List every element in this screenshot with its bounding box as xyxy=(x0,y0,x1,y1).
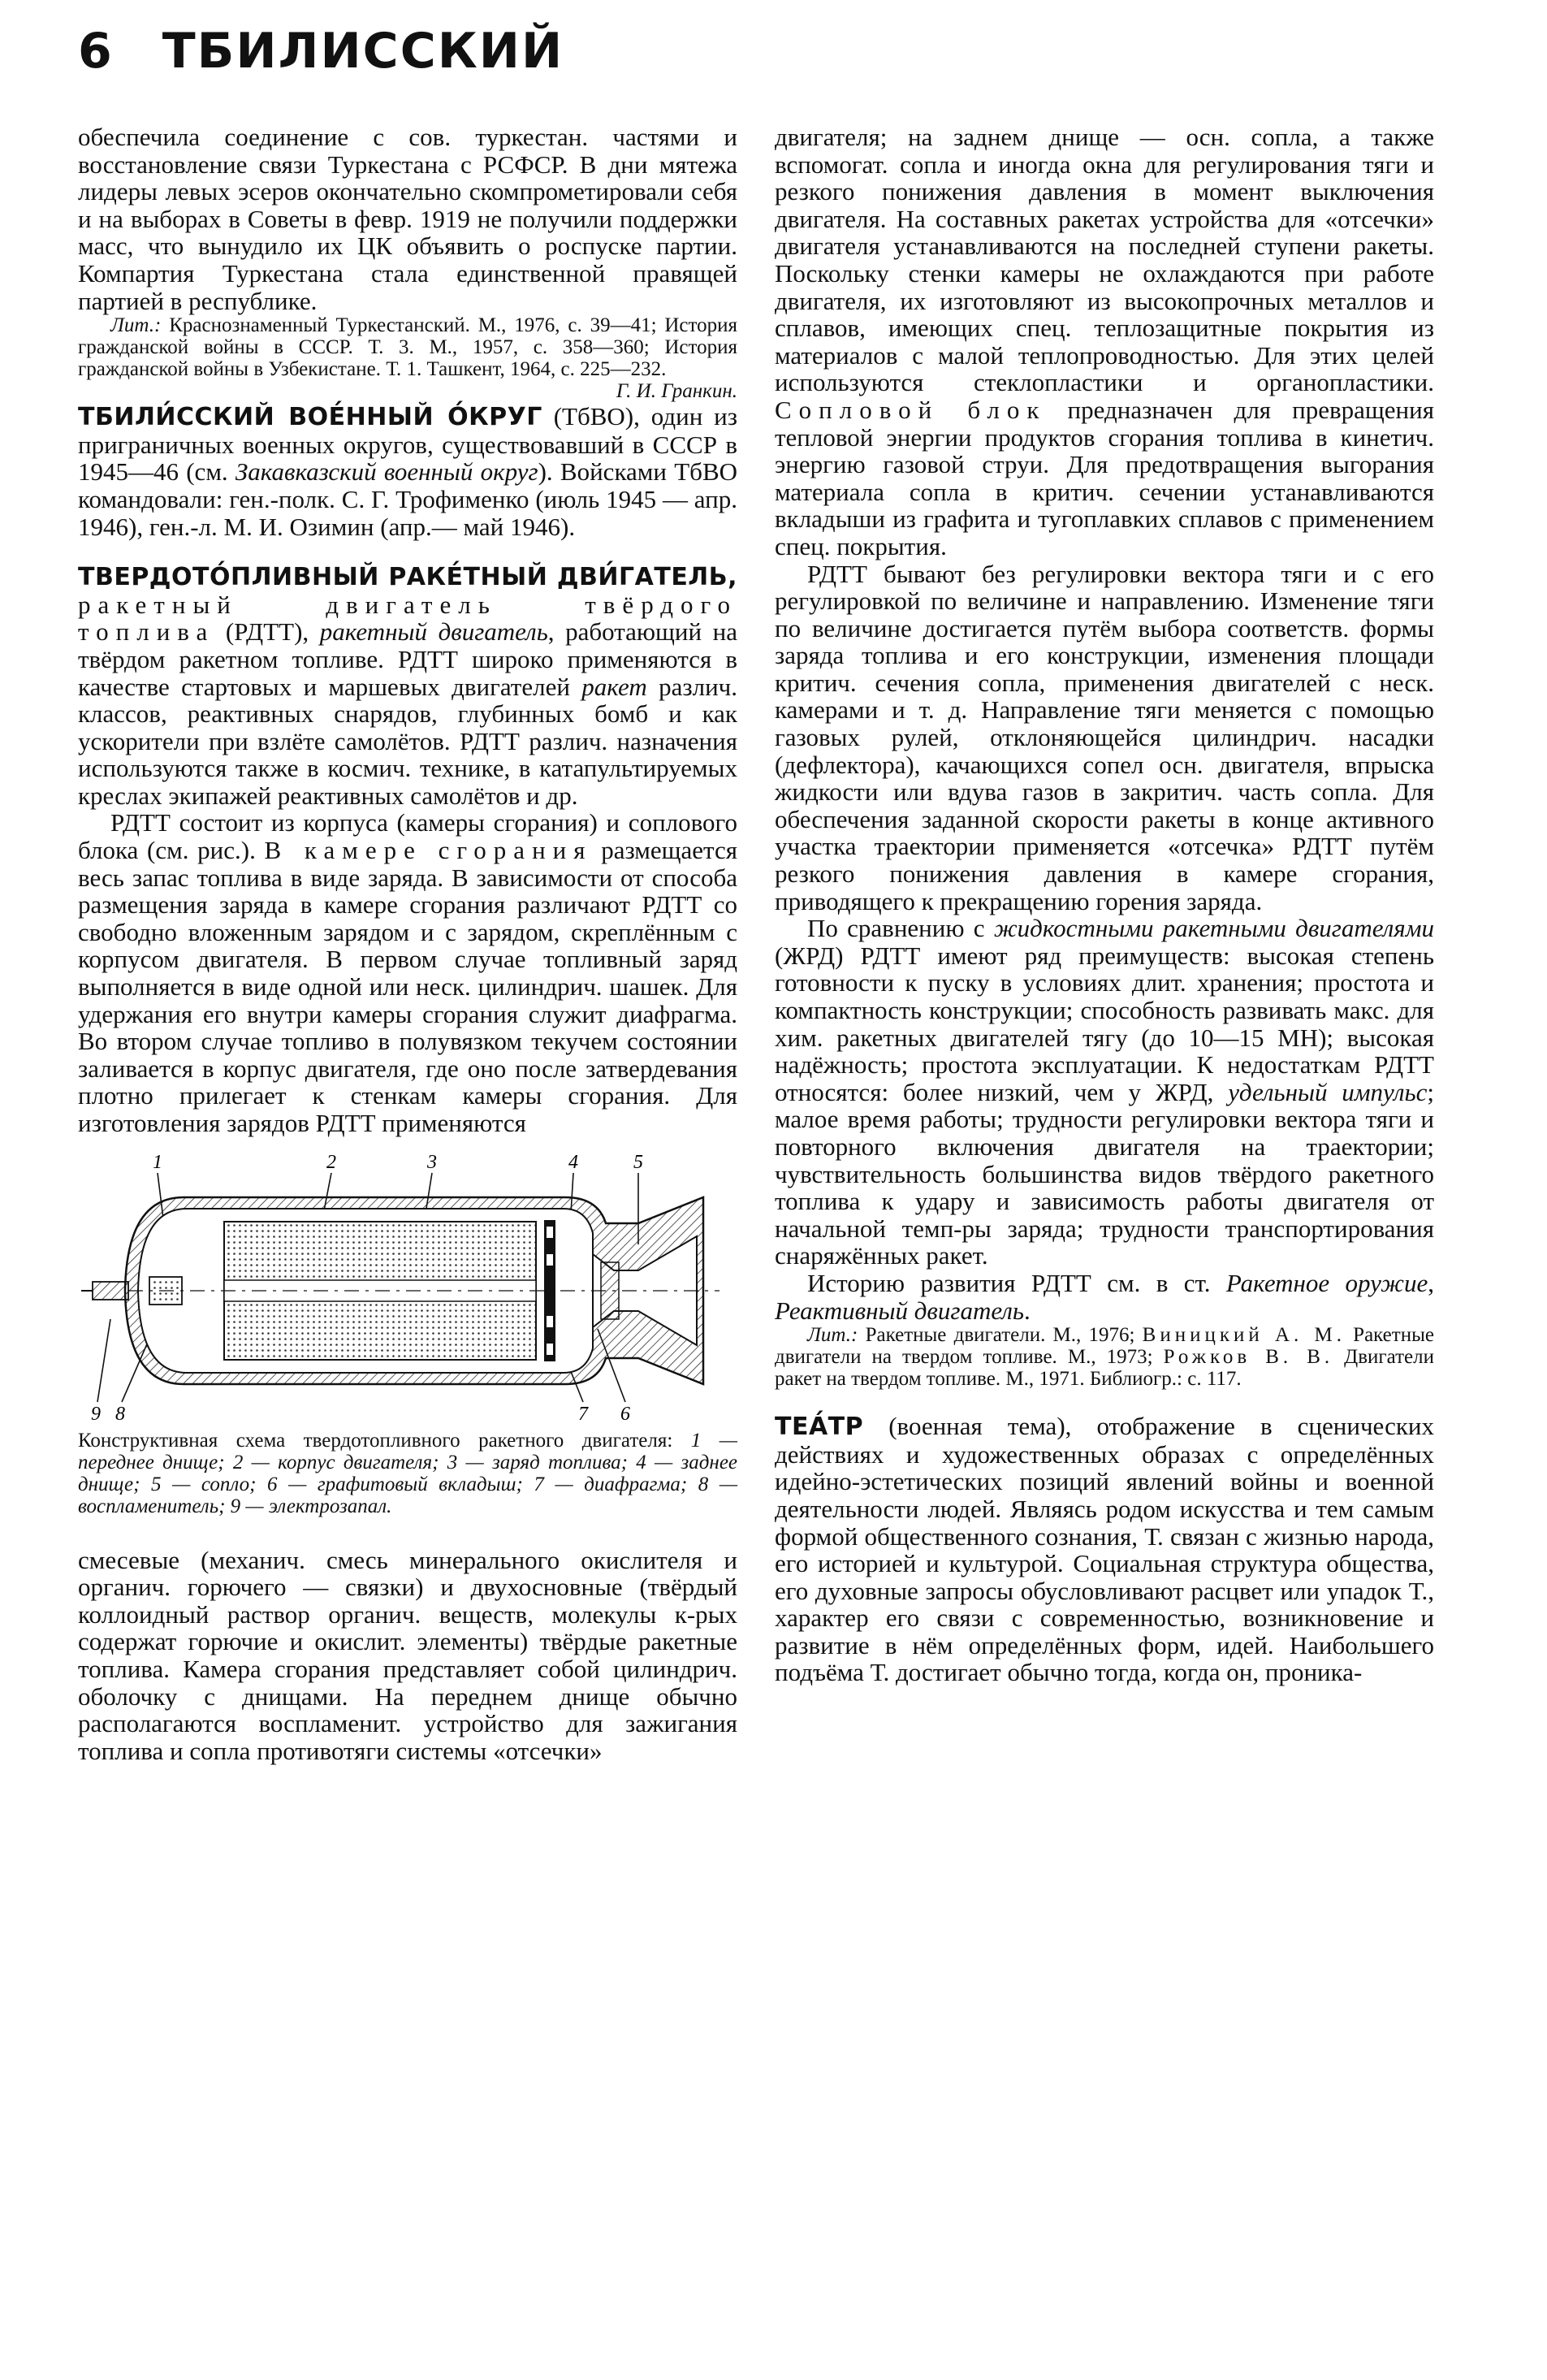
cross-ref-link[interactable]: ракетный двигатель xyxy=(319,617,548,647)
caption-lead: Конструктивная схема твердотопливного ракетного двигателя: xyxy=(78,1429,673,1452)
running-head xyxy=(78,23,564,80)
lit-author: Виницкий А. М. xyxy=(1142,1324,1346,1347)
label-6: 6 xyxy=(620,1403,630,1425)
paragraph: смесевые (механич. смесь минерального окислителя и органич. горючего — связки) и двухосновные (твёрдый коллоидный раствор органич. веществ, молекулы к-рых содержат горючие и окислит. элементы) твёрдые ракетные топлива. Камера сгорания представляет собой цилиндрич. оболочку с днищами. На переднем днище обычно располагаются воспламенит. устройство для зажигания топлива и сопла противотяги системы «отсечки» xyxy=(78,1545,737,1765)
label-9: 9 xyxy=(91,1403,101,1425)
caption-item: 7 — диафрагма; xyxy=(534,1473,688,1495)
caption-item: 9 — электрозапал. xyxy=(230,1495,392,1517)
label-7: 7 xyxy=(578,1403,588,1425)
caption-item: 5 — сопло; xyxy=(151,1473,257,1495)
page-number: 6 xyxy=(78,23,114,80)
figure-caption xyxy=(78,1430,737,1517)
paragraph: По сравнению с жидкостными ракетными двигателями (ЖРД) РДТТ имеют ряд преимуществ: высокая степень готовности к пуску в условиях длит. хранения; простота и компактность конструкции; способность развивать макс. для хим. ракетных двигателей тягу (до 10—15 МН); высокая надёжность; простота эксплуатации. К недостаткам РДТТ относятся: более низкий, чем у ЖРД, удельный импульс; малое время работы; трудности регулировки вектора тяги и повторного включения двигателя на траектории; чувствительность большинства видов твёрдого ракетного топлива к удару и зависимость работы двигателя от начальной темп-ры заряда; трудности транспортирования снаряжённых ракет. xyxy=(775,914,1434,1270)
continued-paragraph: обеспечила соединение с сов. туркестан. частями и восстановление связи Туркестана с РСФСР. В дни мятежа лидеры левых эсеров окончательно скомпрометировали себя и на выборах в Советы в февр. 1919 не получили поддержки масс, что вынудило их ЦК объявить о роспуске партии. Компартия Туркестана стала единственной правящей партией в республике. xyxy=(78,123,737,315)
entry-teatr: ТЕА́ТР (военная тема), отображение в сценических действиях и художественных образах с определённых идейно-эстетических позиций явлений войны и военной деятельности людей. Являясь родом искусства и тем самым формой общественного сознания, Т. связан с жизнью народа, его историей и культурой. Социальная структура общества, его духовные запросы обусловливают расцвет или упадок Т., характер его связи с современностью, возникновение и развитие в нём определённых форм, идей. Наибольшего подъёма Т. достигает обычно тогда, когда он, проника- xyxy=(775,1412,1434,1687)
headword-tbvo: ТБИЛИ́ССКИЙ ВОЕ́ННЫЙ О́КРУГ xyxy=(78,403,542,432)
caption-item: 8 — воспламенитель; xyxy=(78,1473,738,1517)
caption-item: 1 — переднее днище; xyxy=(78,1429,737,1473)
cross-ref-link[interactable]: ракет xyxy=(581,672,647,701)
caption-item: 3 — заряд топлива; xyxy=(447,1451,628,1473)
right-column xyxy=(775,123,1434,1686)
literature: Лит.: Ракетные двигатели. М., 1976; Виницкий А. М. Ракетные двигатели на твердом топливе. М., 1973; Рожков В. В. Двигатели ракет на твердом топливе. М., 1971. Библиогр.: с. 117. xyxy=(775,1324,1434,1391)
rocket-engine-figure xyxy=(78,1149,737,1517)
continued-literature xyxy=(78,314,737,403)
label-4: 4 xyxy=(568,1151,578,1173)
lit-label: Лит.: xyxy=(110,314,162,337)
spaced-term: Сопловой блок xyxy=(775,395,1047,424)
caption-item: 2 — корпус двигателя; xyxy=(232,1451,439,1473)
label-8: 8 xyxy=(115,1403,125,1425)
label-3: 3 xyxy=(427,1151,437,1173)
cross-ref-link[interactable]: Закавказский военный округ xyxy=(235,457,538,487)
lit-text: Краснознаменный Туркестанский. М., 1976, с. 39—41; История гражданской войны в СССР. Т. 3. М., 1957, с. 358—360; История гражданской войны в Узбекистане. Т. 1. Ташкент, 1964, с. 225—232. xyxy=(78,314,737,381)
caption-item: 6 — графитовый вкладыш; xyxy=(267,1473,523,1495)
lit-author: Рожков В. В. xyxy=(1163,1346,1334,1369)
paragraph: РДТТ состоит из корпуса (камеры сгорания) и соплового блока (см. рис.). В камере сгорания размещается весь запас топлива в виде заряда. В зависимости от способа размещения заряда в камере сгорания различают РДТТ со свободно вложенным зарядом и с зарядом, скреплённым с корпусом двигателя. В первом случае топливный заряд выполняется в виде одной или неск. цилиндрич. шашек. Для удержания его внутри камеры сгорания служит диафрагма. Во втором случае топливо в полувязком текучем состоянии заливается в корпус двигателя, где оно после затвердевания плотно прилегает к стенкам камеры сгорания. Для изготовления зарядов РДТТ применяются xyxy=(78,808,737,1137)
spaced-term: В камере сгорания xyxy=(264,836,593,865)
paragraph: Историю развития РДТТ см. в ст. Ракетное оружие, Реактивный двигатель. xyxy=(775,1268,1434,1325)
spaced-term: ракетный двигатель твёрдого топлива xyxy=(78,590,737,647)
rocket-engine-diagram xyxy=(78,1149,737,1425)
left-column xyxy=(78,123,737,1764)
cross-ref-link[interactable]: удельный импульс xyxy=(1228,1077,1428,1106)
paragraph: двигателя; на заднем днище — осн. сопла, а также вспомогат. сопла и иногда окна для регулирования тяги и резкого понижения давления в момент выключения двигателя. На составных ракетах устройства для «отсечки» двигателя устанавливаются на последней ступени ракеты. Поскольку стенки камеры не охлаждаются при работе двигателя, их изготовляют из высокопрочных металлов и сплавов, имеющих спец. теплозащитные покрытия из материалов с малой теплопроводностью. Для этих целей используются стеклопластики и органопластики. Сопловой блок предназначен для превращения тепловой энергии продуктов сгорания топлива в кинетич. энергию газовой струи. Для предотвращения выгорания материала сопла в критич. сечении устанавливаются вкладыши из графита и тугоплавких сплавов с применением спец. покрытия. xyxy=(775,123,1434,560)
running-title: ТБИЛИССКИЙ xyxy=(162,23,564,80)
electric-squib xyxy=(93,1282,128,1300)
headword-rdtt: ТВЕРДОТО́ПЛИВНЫЙ РАКЕ́ТНЫЙ ДВИ́ГАТЕЛЬ, xyxy=(78,563,737,592)
label-1: 1 xyxy=(153,1151,162,1173)
entry-tbvo: ТБИЛИ́ССКИЙ ВОЕ́ННЫЙ О́КРУГ (ТбВО), один из приграничных военных округов, существовавший в СССР в 1945—46 (см. Закавказский военный округ). Войсками ТбВО командовали: ген.-полк. С. Г. Трофименко (июль 1945 — апр. 1946), ген.-л. М. И. Озимин (апр.— май 1946). xyxy=(78,402,738,541)
label-2: 2 xyxy=(326,1151,336,1173)
entry-rdtt: ТВЕРДОТО́ПЛИВНЫЙ РАКЕ́ТНЫЙ ДВИ́ГАТЕЛЬ, ракетный двигатель твёрдого топлива (РДТТ), ракетный двигатель, работающий на твёрдом ракетном топливе. РДТТ широко применяются в качестве стартовых и маршевых двигателей ракет различ. классов, реактивных снарядов, глубинных бомб и как ускорители при взлёте самолётов. РДТТ различ. назначения используются также в космич. технике, в катапультируемых креслах экипажей реактивных самолётов и др. xyxy=(78,563,738,810)
headword-teatr: ТЕА́ТР xyxy=(775,1413,864,1442)
caption-item: 4 — заднее днище; xyxy=(78,1451,738,1495)
cross-ref-link[interactable]: Реактивный двигатель xyxy=(775,1296,1024,1325)
article-author: Г. И. Гранкин. xyxy=(616,380,737,403)
cross-ref-link[interactable]: жидкостными ракетными двигателями xyxy=(993,914,1434,943)
cross-ref-link[interactable]: Ракетное оружие xyxy=(1225,1268,1428,1297)
label-5: 5 xyxy=(633,1151,643,1173)
lit-label: Лит.: xyxy=(807,1324,858,1347)
paragraph: РДТТ бывают без регулировки вектора тяги и с его регулировкой по величине и направлению. Изменение тяги по величине достигается путём выбора соответств. формы заряда топлива и его конструкции, изменения площади критич. сечения сопла, применения двигателей с неск. камерами и т. д. Направление тяги меняется с помощью газовых рулей, отклоняющейся цилиндрич. насадки (дефлектора), качающихся сопел осн. двигателя, впрыска жидкости или вдува газов в закритич. часть сопла. Для обеспечения заданной скорости ракеты в конце активного участка траектории применяется «отсечка» РДТТ путём резкого понижения давления в камере сгорания, приводящего к прекращению горения заряда. xyxy=(775,559,1434,915)
